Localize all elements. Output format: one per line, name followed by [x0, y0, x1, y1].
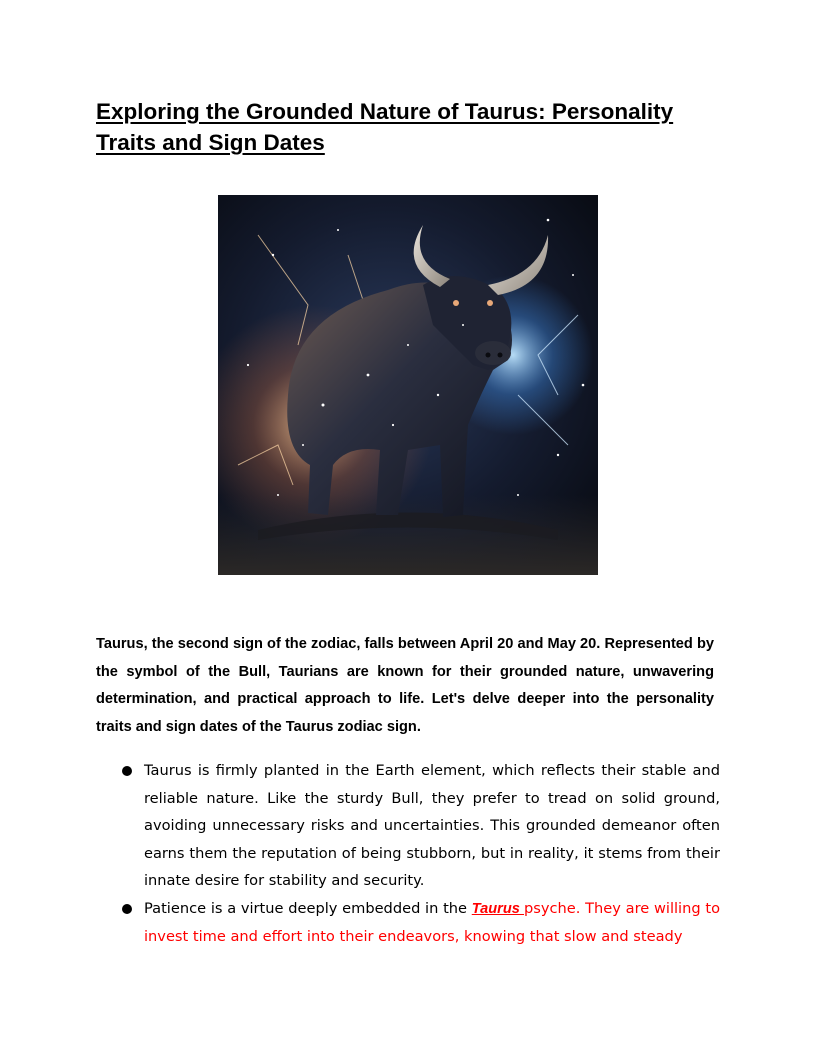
list-item [144, 757, 720, 895]
page-title: Exploring the Grounded Nature of Taurus: Personality Traits and Sign Dates [96, 99, 674, 155]
taurus-bull-image [218, 195, 598, 575]
intro-paragraph: Taurus, the second sign of the zodiac, falls between April 20 and May 20. Represented by the symbol of the Bull, Taurians are known for their grounded nature, unwavering determination, and practical approach to life. Let's delve deeper into the personality traits and sign dates of the Taurus zodiac sign. [96, 636, 714, 735]
list-item-text: Taurus is firmly planted in the Earth element, which reflects their stable and reliable nature. Like the sturdy Bull, they prefer to tread on solid ground, avoiding unnecessary risks and uncertainties. This grounded demeanor often earns them the reputation of being stubborn, but in reality, it stems from their innate desire for stability and security. [144, 762, 720, 889]
list-item [144, 895, 720, 951]
list-item-text: Patience is a virtue deeply embedded in the [144, 899, 472, 917]
traits-list [144, 757, 720, 951]
bullet-icon [122, 904, 132, 914]
taurus-link[interactable]: Taurus [471, 900, 525, 917]
highlighted-text: psyche. They are willing to invest time and effort into their endeavors, knowing that slow and steady [144, 899, 720, 945]
bullet-icon [122, 766, 132, 776]
